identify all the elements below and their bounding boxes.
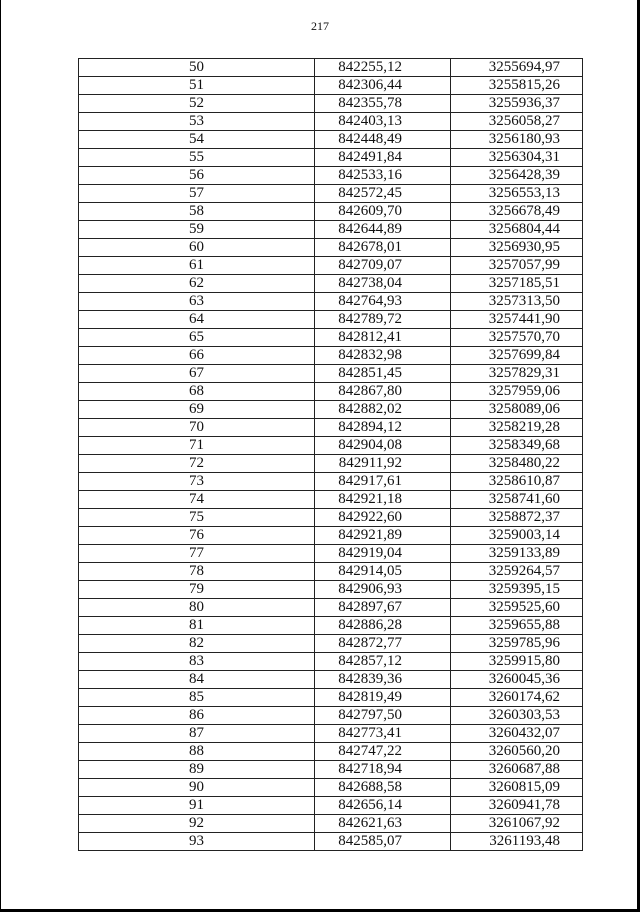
y-coordinate-cell: 3256180,93 (451, 131, 583, 149)
table-row (79, 653, 583, 671)
point-number-cell: 67 (79, 365, 315, 383)
x-coordinate-cell: 842917,61 (315, 473, 451, 491)
x-coordinate-cell: 842255,12 (315, 59, 451, 77)
y-coordinate-cell: 3258480,22 (451, 455, 583, 473)
x-coordinate-cell: 842355,78 (315, 95, 451, 113)
point-number-cell: 73 (79, 473, 315, 491)
point-number-cell: 75 (79, 509, 315, 527)
table-row (79, 95, 583, 113)
table-row (79, 509, 583, 527)
y-coordinate-cell: 3259655,88 (451, 617, 583, 635)
x-coordinate-cell: 842904,08 (315, 437, 451, 455)
y-coordinate-cell: 3261193,48 (451, 833, 583, 851)
table-row (79, 761, 583, 779)
y-coordinate-cell: 3255936,37 (451, 95, 583, 113)
table-row (79, 707, 583, 725)
table-row (79, 437, 583, 455)
point-number-cell: 65 (79, 329, 315, 347)
x-coordinate-cell: 842747,22 (315, 743, 451, 761)
x-coordinate-cell: 842872,77 (315, 635, 451, 653)
point-number-cell: 62 (79, 275, 315, 293)
point-number-cell: 68 (79, 383, 315, 401)
x-coordinate-cell: 842718,94 (315, 761, 451, 779)
y-coordinate-cell: 3257959,06 (451, 383, 583, 401)
point-number-cell: 74 (79, 491, 315, 509)
x-coordinate-cell: 842609,70 (315, 203, 451, 221)
table-row (79, 311, 583, 329)
y-coordinate-cell: 3260815,09 (451, 779, 583, 797)
x-coordinate-cell: 842921,89 (315, 527, 451, 545)
y-coordinate-cell: 3260045,36 (451, 671, 583, 689)
y-coordinate-cell: 3257185,51 (451, 275, 583, 293)
point-number-cell: 90 (79, 779, 315, 797)
x-coordinate-cell: 842839,36 (315, 671, 451, 689)
y-coordinate-cell: 3256930,95 (451, 239, 583, 257)
table-row (79, 239, 583, 257)
point-number-cell: 54 (79, 131, 315, 149)
point-number-cell: 71 (79, 437, 315, 455)
y-coordinate-cell: 3257441,90 (451, 311, 583, 329)
y-coordinate-cell: 3259003,14 (451, 527, 583, 545)
x-coordinate-cell: 842585,07 (315, 833, 451, 851)
y-coordinate-cell: 3256553,13 (451, 185, 583, 203)
y-coordinate-cell: 3259915,80 (451, 653, 583, 671)
point-number-cell: 89 (79, 761, 315, 779)
y-coordinate-cell: 3257699,84 (451, 347, 583, 365)
point-number-cell: 59 (79, 221, 315, 239)
table-row (79, 779, 583, 797)
coordinates-table-body (79, 59, 583, 851)
point-number-cell: 83 (79, 653, 315, 671)
x-coordinate-cell: 842621,63 (315, 815, 451, 833)
x-coordinate-cell: 842919,04 (315, 545, 451, 563)
table-row (79, 491, 583, 509)
x-coordinate-cell: 842764,93 (315, 293, 451, 311)
point-number-cell: 72 (79, 455, 315, 473)
table-row (79, 59, 583, 77)
y-coordinate-cell: 3259785,96 (451, 635, 583, 653)
x-coordinate-cell: 842867,80 (315, 383, 451, 401)
coordinates-table (78, 58, 583, 851)
y-coordinate-cell: 3255815,26 (451, 77, 583, 95)
x-coordinate-cell: 842819,49 (315, 689, 451, 707)
x-coordinate-cell: 842882,02 (315, 401, 451, 419)
table-row (79, 797, 583, 815)
table-row (79, 293, 583, 311)
point-number-cell: 66 (79, 347, 315, 365)
table-row (79, 833, 583, 851)
table-row (79, 815, 583, 833)
point-number-cell: 70 (79, 419, 315, 437)
y-coordinate-cell: 3257829,31 (451, 365, 583, 383)
table-row (79, 617, 583, 635)
x-coordinate-cell: 842894,12 (315, 419, 451, 437)
point-number-cell: 56 (79, 167, 315, 185)
y-coordinate-cell: 3260941,78 (451, 797, 583, 815)
point-number-cell: 50 (79, 59, 315, 77)
y-coordinate-cell: 3255694,97 (451, 59, 583, 77)
table-row (79, 725, 583, 743)
x-coordinate-cell: 842688,58 (315, 779, 451, 797)
y-coordinate-cell: 3258349,68 (451, 437, 583, 455)
y-coordinate-cell: 3256428,39 (451, 167, 583, 185)
point-number-cell: 57 (79, 185, 315, 203)
point-number-cell: 63 (79, 293, 315, 311)
y-coordinate-cell: 3257570,70 (451, 329, 583, 347)
x-coordinate-cell: 842656,14 (315, 797, 451, 815)
table-row (79, 221, 583, 239)
x-coordinate-cell: 842832,98 (315, 347, 451, 365)
y-coordinate-cell: 3258872,37 (451, 509, 583, 527)
y-coordinate-cell: 3256058,27 (451, 113, 583, 131)
y-coordinate-cell: 3256678,49 (451, 203, 583, 221)
y-coordinate-cell: 3260560,20 (451, 743, 583, 761)
scan-edge-left (0, 0, 1, 912)
y-coordinate-cell: 3258741,60 (451, 491, 583, 509)
x-coordinate-cell: 842789,72 (315, 311, 451, 329)
table-row (79, 419, 583, 437)
table-row (79, 671, 583, 689)
x-coordinate-cell: 842812,41 (315, 329, 451, 347)
x-coordinate-cell: 842914,05 (315, 563, 451, 581)
y-coordinate-cell: 3261067,92 (451, 815, 583, 833)
y-coordinate-cell: 3259133,89 (451, 545, 583, 563)
x-coordinate-cell: 842533,16 (315, 167, 451, 185)
y-coordinate-cell: 3260174,62 (451, 689, 583, 707)
point-number-cell: 84 (79, 671, 315, 689)
table-row (79, 689, 583, 707)
x-coordinate-cell: 842644,89 (315, 221, 451, 239)
table-row (79, 563, 583, 581)
table-row (79, 545, 583, 563)
page-number: 217 (311, 19, 329, 33)
y-coordinate-cell: 3259395,15 (451, 581, 583, 599)
point-number-cell: 91 (79, 797, 315, 815)
y-coordinate-cell: 3257313,50 (451, 293, 583, 311)
table-row (79, 473, 583, 491)
table-row (79, 329, 583, 347)
x-coordinate-cell: 842886,28 (315, 617, 451, 635)
y-coordinate-cell: 3260432,07 (451, 725, 583, 743)
x-coordinate-cell: 842572,45 (315, 185, 451, 203)
x-coordinate-cell: 842857,12 (315, 653, 451, 671)
point-number-cell: 87 (79, 725, 315, 743)
y-coordinate-cell: 3258219,28 (451, 419, 583, 437)
x-coordinate-cell: 842709,07 (315, 257, 451, 275)
table-row (79, 113, 583, 131)
point-number-cell: 93 (79, 833, 315, 851)
point-number-cell: 58 (79, 203, 315, 221)
table-row (79, 383, 583, 401)
table-row (79, 743, 583, 761)
x-coordinate-cell: 842906,93 (315, 581, 451, 599)
y-coordinate-cell: 3259264,57 (451, 563, 583, 581)
x-coordinate-cell: 842922,60 (315, 509, 451, 527)
point-number-cell: 78 (79, 563, 315, 581)
point-number-cell: 61 (79, 257, 315, 275)
y-coordinate-cell: 3260303,53 (451, 707, 583, 725)
point-number-cell: 85 (79, 689, 315, 707)
point-number-cell: 82 (79, 635, 315, 653)
table-row (79, 635, 583, 653)
table-row (79, 149, 583, 167)
table-row (79, 167, 583, 185)
x-coordinate-cell: 842921,18 (315, 491, 451, 509)
table-row (79, 455, 583, 473)
point-number-cell: 53 (79, 113, 315, 131)
x-coordinate-cell: 842797,50 (315, 707, 451, 725)
table-row (79, 401, 583, 419)
point-number-cell: 88 (79, 743, 315, 761)
table-row (79, 275, 583, 293)
table-row (79, 365, 583, 383)
point-number-cell: 92 (79, 815, 315, 833)
point-number-cell: 77 (79, 545, 315, 563)
x-coordinate-cell: 842773,41 (315, 725, 451, 743)
point-number-cell: 69 (79, 401, 315, 419)
point-number-cell: 79 (79, 581, 315, 599)
x-coordinate-cell: 842306,44 (315, 77, 451, 95)
x-coordinate-cell: 842911,92 (315, 455, 451, 473)
table-row (79, 581, 583, 599)
y-coordinate-cell: 3256304,31 (451, 149, 583, 167)
table-row (79, 257, 583, 275)
y-coordinate-cell: 3256804,44 (451, 221, 583, 239)
x-coordinate-cell: 842403,13 (315, 113, 451, 131)
x-coordinate-cell: 842678,01 (315, 239, 451, 257)
point-number-cell: 52 (79, 95, 315, 113)
point-number-cell: 64 (79, 311, 315, 329)
y-coordinate-cell: 3257057,99 (451, 257, 583, 275)
y-coordinate-cell: 3259525,60 (451, 599, 583, 617)
x-coordinate-cell: 842851,45 (315, 365, 451, 383)
point-number-cell: 81 (79, 617, 315, 635)
point-number-cell: 51 (79, 77, 315, 95)
x-coordinate-cell: 842897,67 (315, 599, 451, 617)
point-number-cell: 76 (79, 527, 315, 545)
table-row (79, 599, 583, 617)
point-number-cell: 80 (79, 599, 315, 617)
x-coordinate-cell: 842491,84 (315, 149, 451, 167)
x-coordinate-cell: 842738,04 (315, 275, 451, 293)
table-row (79, 347, 583, 365)
point-number-cell: 86 (79, 707, 315, 725)
table-row (79, 527, 583, 545)
y-coordinate-cell: 3258610,87 (451, 473, 583, 491)
table-row (79, 131, 583, 149)
x-coordinate-cell: 842448,49 (315, 131, 451, 149)
y-coordinate-cell: 3258089,06 (451, 401, 583, 419)
y-coordinate-cell: 3260687,88 (451, 761, 583, 779)
point-number-cell: 60 (79, 239, 315, 257)
table-row (79, 203, 583, 221)
point-number-cell: 55 (79, 149, 315, 167)
table-row (79, 77, 583, 95)
table-row (79, 185, 583, 203)
